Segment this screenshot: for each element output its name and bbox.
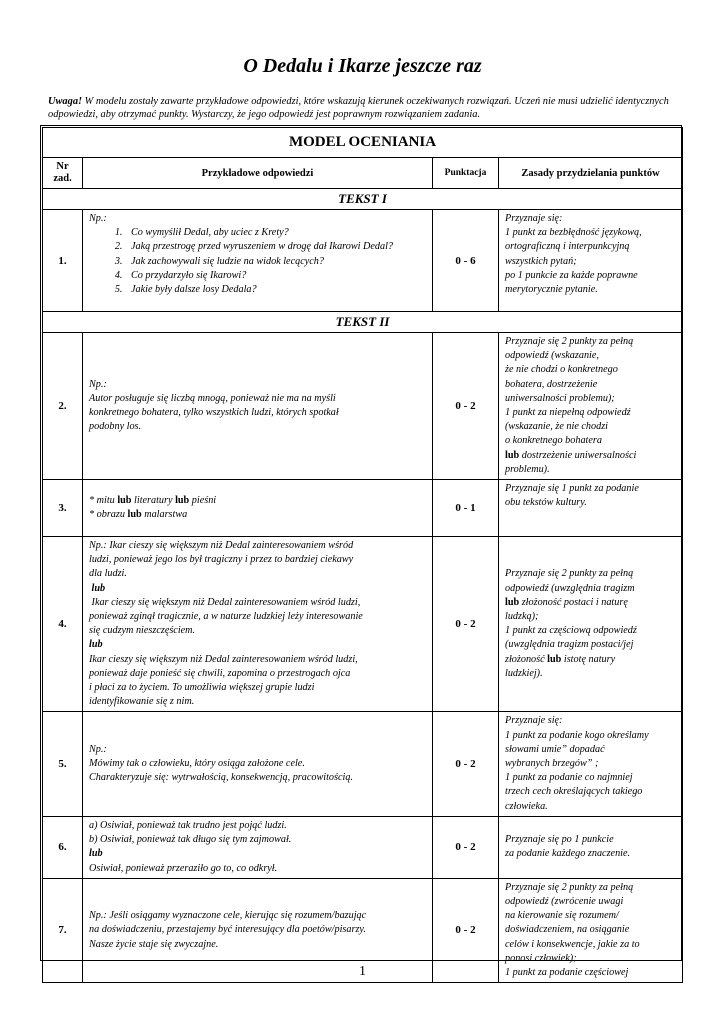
list-item: 1. Co wymyślił Dedal, aby uciec z Krety?: [125, 226, 426, 240]
section-tekst-1: TEKST I: [43, 189, 683, 210]
note-text: W modelu zostały zawarte przykładowe odpowiedzi, które wskazują kierunek oczekiwanych rozwiązań. Uczeń nie musi udzielić identycznych odpowiedzi, aby otrzymać punkty. Wystarczy, że jego odpowiedź jest poprawnym rozwiązaniem zadania.: [48, 96, 669, 120]
rules-cell: Przyznaje się 2 punkty za pełną odpowiedź (wskazanie, że nie chodzi o konkretnego bohatera, dostrzeżenie uniwersalności problemu); 1 punkt za niepełną odpowiedź (wskazanie, że nie chodzi o konkretnego bohatera lub dostrzeżenie uniwersalności problemu).: [499, 333, 683, 480]
list-item: 5. Jakie były dalsze losy Dedala?: [125, 283, 426, 297]
points-cell: 0 - 2: [433, 878, 499, 982]
task-number: 6.: [43, 816, 83, 878]
table-row: [43, 712, 683, 816]
rules-cell: Przyznaje się: 1 punkt za bezbłędność językową, ortograficzną i interpunkcyjną wszystkich pytań; po 1 punkcie za każde poprawne merytorycznie pytanie.: [499, 210, 683, 312]
table-row: [43, 537, 683, 712]
answer-cell: Np.: Mówimy tak o człowieku, który osiąga założone cele. Charakteryzuje się: wytrwałością, konsekwencją, pracowitością.: [83, 712, 433, 816]
rules-cell: Przyznaje się 1 punkt za podanie obu tekstów kultury.: [499, 480, 683, 537]
column-rules: Zasady przydzielania punktów: [499, 158, 683, 189]
answer-cell: * mitu lub literatury lub pieśni * obrazu lub malarstwa: [83, 480, 433, 537]
section-tekst-2: TEKST II: [43, 312, 683, 333]
table-row: [43, 333, 683, 480]
column-nr: Nr zad.: [43, 158, 83, 189]
task-number: 4.: [43, 537, 83, 712]
answer-cell: Np.: 1. Co wymyślił Dedal, aby uciec z Krety? 2. Jaką przestrogę przed wyruszeniem w drogę dał Ikarowi Dedal? 3. Jak zachowywali się ludzie na widok lecących? 4. Co przydarzyło się Ikarowi? 5. Jakie były dalsze losy Dedala?: [83, 210, 433, 312]
task-number: 2.: [43, 333, 83, 480]
note-paragraph: [48, 95, 678, 121]
question-list: [89, 226, 426, 297]
answer-cell: a) Osiwiał, ponieważ tak trudno jest pojąć ludzi. b) Osiwiał, ponieważ tak długo się tym zajmował. lub Osiwiał, ponieważ przeraziło go to, co odkrył.: [83, 816, 433, 878]
table-row: [43, 480, 683, 537]
table-row: [43, 816, 683, 878]
grading-table: [42, 127, 683, 983]
points-cell: 0 - 1: [433, 480, 499, 537]
list-item: 3. Jak zachowywali się ludzie na widok lecących?: [125, 255, 426, 269]
list-item: 2. Jaką przestrogę przed wyruszeniem w drogę dał Ikarowi Dedal?: [125, 240, 426, 254]
list-item: 4. Co przydarzyło się Ikarowi?: [125, 269, 426, 283]
column-points: Punktacja: [433, 158, 499, 189]
page-title: O Dedalu i Ikarze jeszcze raz: [243, 55, 482, 77]
task-number: 1.: [43, 210, 83, 312]
page-number: 1: [359, 964, 366, 979]
column-answers: Przykładowe odpowiedzi: [83, 158, 433, 189]
answer-cell: Np.: Jeśli osiągamy wyznaczone cele, kierując się rozumem/bazując na doświadczeniu, przestajemy być interesujący dla poetów/pisarzy. Nasze życie staje się zwyczajne.: [83, 878, 433, 982]
answer-cell: Np.: Autor posługuje się liczbą mnogą, ponieważ nie ma na myśli konkretnego bohatera, tylko wszystkich ludzi, których spotkał podobny los.: [83, 333, 433, 480]
grading-frame: [40, 125, 682, 978]
points-cell: 0 - 2: [433, 816, 499, 878]
rules-cell: Przyznaje się po 1 punkcie za podanie każdego znaczenie.: [499, 816, 683, 878]
table-heading: MODEL OCENIANIA: [43, 128, 683, 158]
table-row: [43, 210, 683, 312]
task-number: 3.: [43, 480, 83, 537]
points-cell: 0 - 6: [433, 210, 499, 312]
task-number: 7.: [43, 878, 83, 982]
task-number: 5.: [43, 712, 83, 816]
rules-cell: Przyznaje się 2 punkty za pełną odpowiedź (zwrócenie uwagi na kierowanie się rozumem/ doświadczeniem, na osiąganie celów i konsekwencje, jakie za to ponosi człowiek); 1 punkt za podanie częściowej: [499, 878, 683, 982]
rules-cell: Przyznaje się: 1 punkt za podanie kogo określamy słowami umie” dopadać wybranych brzegów” ; 1 punkt za podanie co najmniej trzech cech określających takiego człowieka.: [499, 712, 683, 816]
rules-cell: Przyznaje się 2 punkty za pełną odpowiedź (uwzględnia tragizm lub złożoność postaci i naturę ludzką); 1 punkt za częściową odpowiedź (uwzględnia tragizm postaci/jej złożoność lub istotę natury ludzkiej).: [499, 537, 683, 712]
note-label: Uwaga!: [48, 96, 83, 107]
points-cell: 0 - 2: [433, 712, 499, 816]
points-cell: 0 - 2: [433, 333, 499, 480]
answer-cell: Np.: Ikar cieszy się większym niż Dedal zainteresowaniem wśród ludzi, ponieważ jego los był tragiczny i przez to bardziej ciekawy dla ludzi. lub Ikar cieszy się większym niż Dedal zainteresowaniem wśród ludzi, ponieważ zginął tragicznie, a w naturze ludzkiej leży interesowanie się cudzym nieszczęściem. lub Ikar cieszy się większym niż Dedal zainteresowaniem wśród ludzi, ponieważ daje ponieść się chwili, zapomina o przestrogach ojca i płaci za to życiem. To umożliwia większej grupie ludzi identyfikowanie się z nim.: [83, 537, 433, 712]
column-header-row: [43, 158, 683, 189]
points-cell: 0 - 2: [433, 537, 499, 712]
